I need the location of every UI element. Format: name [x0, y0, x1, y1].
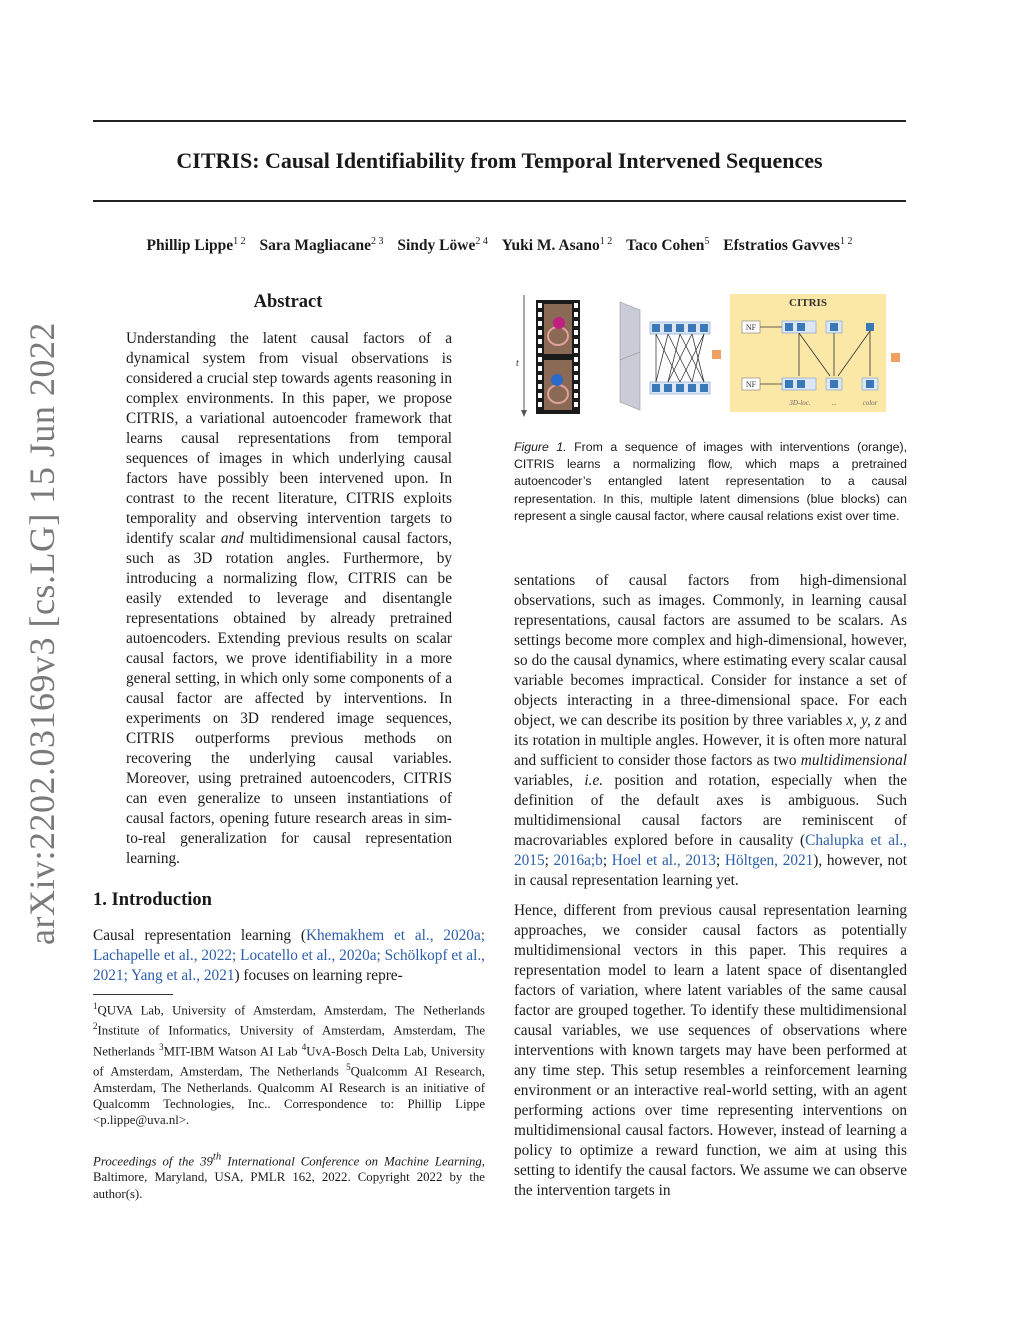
frame-image-1	[544, 304, 572, 354]
author: Taco Cohen$^5$	[626, 236, 710, 255]
entangled-latents-top	[650, 322, 710, 334]
legend-color: color	[862, 399, 878, 407]
citris-box	[730, 294, 886, 412]
author: Sara Magliacane$^{2 3}$	[259, 236, 384, 255]
figure-1-diagram	[512, 290, 912, 420]
paragraph: sentations of causal factors from high-dimensional observations, such as images. Commonly, in learning causal representations, causal factors are assumed to be scalars. As settings become more complex and high-dimensional, however, so do the causal dynamics, where estimating every scalar causal variable becomes impractical. Consider for instance a set of objects interacting in a three-dimensional space. For each object, we can describe its position by three variables x, y, z and its rotation in multiple angles. However, it is often more natural and sufficient to consider those factors as two multidimensional variables, i.e. position and rotation, especially when the definition of the default axes is ambiguous. Such multidimensional causal factors are reminiscent of macrovariables explored before in causality (Chalupka et al., 2015; 2016a;b; Hoel et al., 2013; Höltgen, 2021), however, not in causal representation learning yet.	[514, 572, 908, 889]
entangled-connections	[656, 334, 704, 382]
author: Sindy Löwe$^{2 4}$	[397, 236, 488, 255]
proceedings-note: Proceedings of the 39th International Conference on Machine Learning, Baltimore, Maryland, USA, PMLR 162, 2022. Copyright 2022 by the author(s).	[93, 1152, 485, 1201]
paper-title: CITRIS: Causal Identifiability from Temporal Intervened Sequences	[176, 148, 823, 173]
abstract-heading: Abstract	[253, 292, 323, 312]
nf-label-bottom: NF	[745, 380, 757, 389]
frame-1-object	[553, 317, 565, 329]
intervention-block-right	[891, 353, 900, 362]
encoder-1	[620, 302, 640, 360]
intervention-block-left	[712, 350, 721, 359]
frame-2-object	[551, 374, 563, 386]
author-list	[93, 236, 906, 255]
encoder-2	[620, 352, 640, 410]
affiliations-footnote: $^1$QUVA Lab, University of Amsterdam, Amsterdam, The Netherlands $^2$Institute of Informatics, University of Amsterdam, Amsterdam, The Netherlands $^3$MIT-IBM Watson AI Lab $^4$UvA-Bosch Delta Lab, University of Amsterdam, Amsterdam, The Netherlands $^5$Qualcomm AI Research, Amsterdam, The Netherlands. Qualcomm AI Research is an initiative of Qualcomm Technologies, Inc.. Correspondence to: Phillip Lippe <p.lippe@uva.nl>.	[93, 1001, 486, 1128]
introduction-body: Causal representation learning (Khemakhem et al., 2020a; Lachapelle et al., 2022; Locatello et al., 2020a; Schölkopf et al., 2021; Yang et al., 2021) focuses on learning repre-	[93, 927, 485, 984]
citation-link[interactable]: Hoel et al., 2013	[611, 852, 716, 869]
abstract-body: Understanding the latent causal factors of a dynamical system from visual observations is considered a crucial step towards agents reasoning in complex environments. In this paper, we propose CITRIS, a variational autoencoder framework that learns causal representations from temporal sequences of images in which underlying causal factors have possibly been intervened upon. In contrast to the recent literature, CITRIS exploits temporality and observing intervention targets to identify scalar and multidimensional causal factors, such as 3D rotation angles. Furthermore, by introducing a normalizing flow, CITRIS can be easily extended to leverage and disentangle representations obtained by already pretrained autoencoders. Extending previous results on scalar causal factors, we prove identifiability in a more general setting, in which only some components of a causal factor are affected by interventions. In experiments on 3D rendered image sequences, CITRIS outperforms previous methods on recovering the underlying causal variables. Moreover, using pretrained autoencoders, CITRIS can even generalize to unseen instantiations of causal factors, opening future research areas in sim-to-real generalization for causal representation learning.	[126, 330, 452, 867]
citation-link[interactable]: Höltgen, 2021	[724, 852, 814, 869]
citation-link[interactable]: Chalupka et al., 2015	[514, 832, 907, 869]
author: Phillip Lippe$^{1 2}$	[146, 236, 246, 255]
nf-label-top: NF	[745, 323, 757, 332]
author: Yuki M. Asano$^{1 2}$	[501, 236, 613, 255]
title-bottom-rule	[93, 200, 906, 202]
paragraph: Hence, different from previous causal representation learning approaches, we consider causal factors as potentially multidimensional vectors in this paper. This requires a representation model to learn a latent space of disentangled factors of variation, where latent variables of the same causal factor are grouped together. To identify these multidimensional causal variables, we use sequences of observations where interventions with known targets may have been performed at any time step. This setup resembles a reinforcement learning environment or an interactive real-world setting, with an agent performing actions over time representing interventions on multidimensional causal factors. However, instead of learning a policy to optimize a reward function, we aim at using this setting to identify the causal factors. We assume we can observe the intervention targets in	[514, 902, 907, 1199]
time-arrow-icon	[521, 410, 527, 417]
citris-label: CITRIS	[789, 297, 827, 309]
entangled-latents-bottom	[650, 382, 710, 394]
author: Efstratios Gavves$^{1 2}$	[723, 236, 853, 255]
causal-latents-bottom	[782, 378, 878, 390]
title-top-rule	[93, 120, 906, 122]
time-label: t	[516, 358, 519, 369]
introduction-heading: 1. Introduction	[93, 890, 212, 910]
right-column-body	[514, 571, 907, 1201]
arxiv-identifier: arXiv:2202.03169v3 [cs.LG] 15 Jun 2022	[22, 322, 62, 945]
legend-ellipsis: ...	[831, 399, 837, 407]
footnote-rule	[93, 994, 173, 995]
citation-link[interactable]: Khemakhem et al., 2020a; Lachapelle et al., 2022; Locatello et al., 2020a; Schölkopf et al., 2021; Yang et al., 2021	[93, 927, 485, 984]
citation-link[interactable]: 2016a;b	[553, 852, 603, 869]
legend-3d-loc: 3D-loc.	[789, 399, 811, 407]
figure-caption: Figure 1. From a sequence of images with interventions (orange), CITRIS learns a normalizing flow, which maps a pretrained autoencoder’s entangled latent representation to a causal representation. In this, multiple latent dimensions (blue blocks) can represent a single causal factor, where causal relations exist over time.	[514, 440, 908, 523]
